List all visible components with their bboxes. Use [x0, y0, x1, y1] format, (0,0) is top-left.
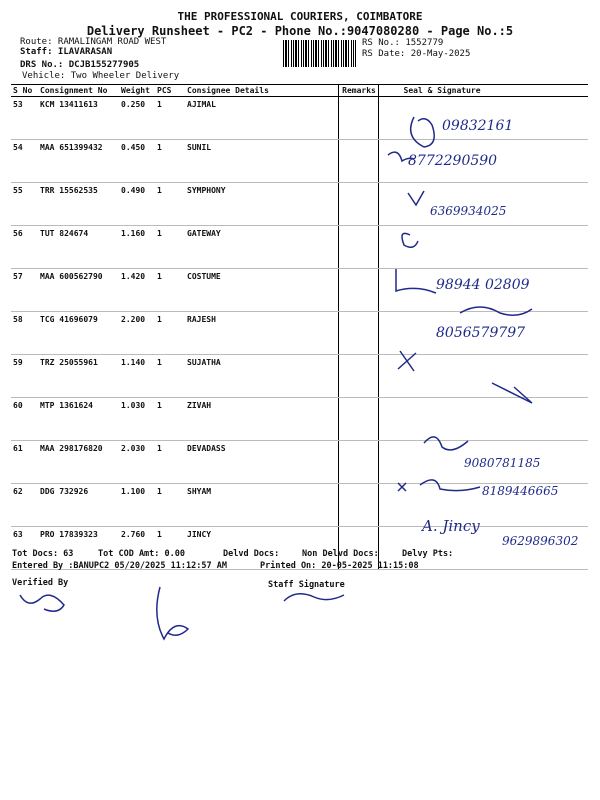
row-weight: 2.200 — [119, 312, 155, 355]
handwritten-phone: 98944 02809 — [436, 277, 530, 293]
staff-signature — [284, 594, 344, 601]
barcode — [283, 40, 356, 67]
row-consignee: AJIMAL — [185, 97, 338, 140]
row-pcs: 1 — [155, 398, 185, 441]
row-consignment: DDG 732926 — [38, 484, 119, 527]
vehicle-label: Vehicle: Two Wheeler Delivery — [22, 71, 180, 81]
row-consignee: SHYAM — [185, 484, 338, 527]
row-weight: 1.030 — [119, 398, 155, 441]
row-consignee: JINCY — [185, 527, 338, 570]
row-consignee: SUJATHA — [185, 355, 338, 398]
handwritten-phone: 09832161 — [442, 118, 514, 134]
row-pcs: 1 — [155, 226, 185, 269]
signature-scribble — [398, 480, 480, 491]
staff-signature-label: Staff Signature — [268, 580, 345, 590]
row-pcs: 1 — [155, 312, 185, 355]
col-signature: Seal & Signature — [378, 85, 588, 97]
handwritten-phone: 8772290590 — [408, 153, 498, 169]
signature-scribble — [402, 233, 418, 247]
col-pcs: PCS — [155, 85, 185, 97]
footer-signatures — [10, 585, 370, 650]
row-consignment: KCM 13411613 — [38, 97, 119, 140]
col-sno: S No — [11, 85, 38, 97]
row-sno: 56 — [11, 226, 38, 269]
row-consignee: RAJESH — [185, 312, 338, 355]
row-sno: 53 — [11, 97, 38, 140]
row-consignment: TCG 41696079 — [38, 312, 119, 355]
row-pcs: 1 — [155, 140, 185, 183]
total-cod: Tot COD Amt: 0.00 — [98, 549, 185, 559]
row-pcs: 1 — [155, 441, 185, 484]
handwritten-phone: 8189446665 — [482, 484, 559, 498]
rs-number: RS No.: 1552779 — [362, 38, 444, 48]
row-sno: 61 — [11, 441, 38, 484]
row-consignee: GATEWAY — [185, 226, 338, 269]
row-weight: 1.160 — [119, 226, 155, 269]
row-consignee: ZIVAH — [185, 398, 338, 441]
handwritten-name: A. Jincy — [422, 517, 480, 535]
total-docs: Tot Docs: 63 — [12, 549, 74, 559]
row-consignee: SYMPHONY — [185, 183, 338, 226]
handwritten-phone: 6369934025 — [430, 204, 507, 218]
row-weight: 0.490 — [119, 183, 155, 226]
delivered-docs: Delvd Docs: — [223, 549, 280, 559]
row-consignment: MAA 298176820 — [38, 441, 119, 484]
signature-scribble — [411, 117, 435, 147]
staff-label: Staff: ILAVARASAN — [20, 47, 113, 57]
row-weight: 0.250 — [119, 97, 155, 140]
row-weight: 0.450 — [119, 140, 155, 183]
row-consignment: MTP 1361624 — [38, 398, 119, 441]
company-name: THE PROFESSIONAL COURIERS, COIMBATORE — [177, 10, 423, 23]
row-pcs: 1 — [155, 269, 185, 312]
row-sno: 63 — [11, 527, 38, 570]
signature-scribble — [424, 437, 468, 450]
col-consignee: Consignee Details — [185, 85, 338, 97]
drs-number: DRS No.: DCJB155277905 — [20, 60, 140, 70]
non-delivered-docs: Non Delvd Docs: — [302, 549, 379, 559]
row-consignment: TUT 824674 — [38, 226, 119, 269]
delivery-signatures — [370, 95, 600, 555]
handwritten-phone: 8056579797 — [436, 325, 526, 341]
runsheet-title: Delivery Runsheet - PC2 - Phone No.:9047080280 - Page No.:5 — [86, 24, 514, 38]
row-consignee: COSTUME — [185, 269, 338, 312]
row-weight: 2.760 — [119, 527, 155, 570]
row-sno: 54 — [11, 140, 38, 183]
signature-scribble — [398, 351, 416, 371]
entered-by: Entered By :BANUPC2 05/20/2025 11:12:57 AM — [12, 561, 227, 571]
row-weight: 1.100 — [119, 484, 155, 527]
row-consignment: TRR 15562535 — [38, 183, 119, 226]
row-sno: 62 — [11, 484, 38, 527]
handwritten-phone: 9080781185 — [464, 456, 541, 470]
signature-scribble — [408, 191, 424, 205]
row-consignment: MAA 600562790 — [38, 269, 119, 312]
row-pcs: 1 — [155, 484, 185, 527]
row-sno: 58 — [11, 312, 38, 355]
row-weight: 1.140 — [119, 355, 155, 398]
row-sno: 60 — [11, 398, 38, 441]
row-consignee: SUNIL — [185, 140, 338, 183]
printed-on: Printed On: 20-05-2025 11:15:08 — [260, 561, 419, 571]
signature-scribble — [492, 383, 532, 403]
delivery-points: Delvy Pts: — [402, 549, 454, 559]
row-consignment: MAA 651399432 — [38, 140, 119, 183]
signature-scribble — [460, 307, 532, 315]
row-pcs: 1 — [155, 183, 185, 226]
col-remarks: Remarks — [338, 85, 378, 97]
handwritten-phone: 9629896302 — [502, 534, 579, 548]
row-pcs: 1 — [155, 97, 185, 140]
verified-by-label: Verified By — [12, 578, 69, 588]
staff-signature-mark — [157, 587, 188, 639]
row-sno: 57 — [11, 269, 38, 312]
signature-scribble — [396, 269, 436, 293]
route-label: Route: RAMALINGAM ROAD WEST — [20, 37, 167, 47]
rs-date: RS Date: 20-May-2025 — [362, 49, 471, 59]
row-weight: 2.030 — [119, 441, 155, 484]
col-consignment: Consignment No — [38, 85, 119, 97]
row-consignment: TRZ 25055961 — [38, 355, 119, 398]
verifier-signature — [20, 595, 64, 611]
row-consignment: PRO 17839323 — [38, 527, 119, 570]
row-sno: 55 — [11, 183, 38, 226]
row-weight: 1.420 — [119, 269, 155, 312]
col-weight: Weight — [119, 85, 155, 97]
row-sno: 59 — [11, 355, 38, 398]
row-pcs: 1 — [155, 355, 185, 398]
row-pcs: 1 — [155, 527, 185, 570]
row-consignee: DEVADASS — [185, 441, 338, 484]
